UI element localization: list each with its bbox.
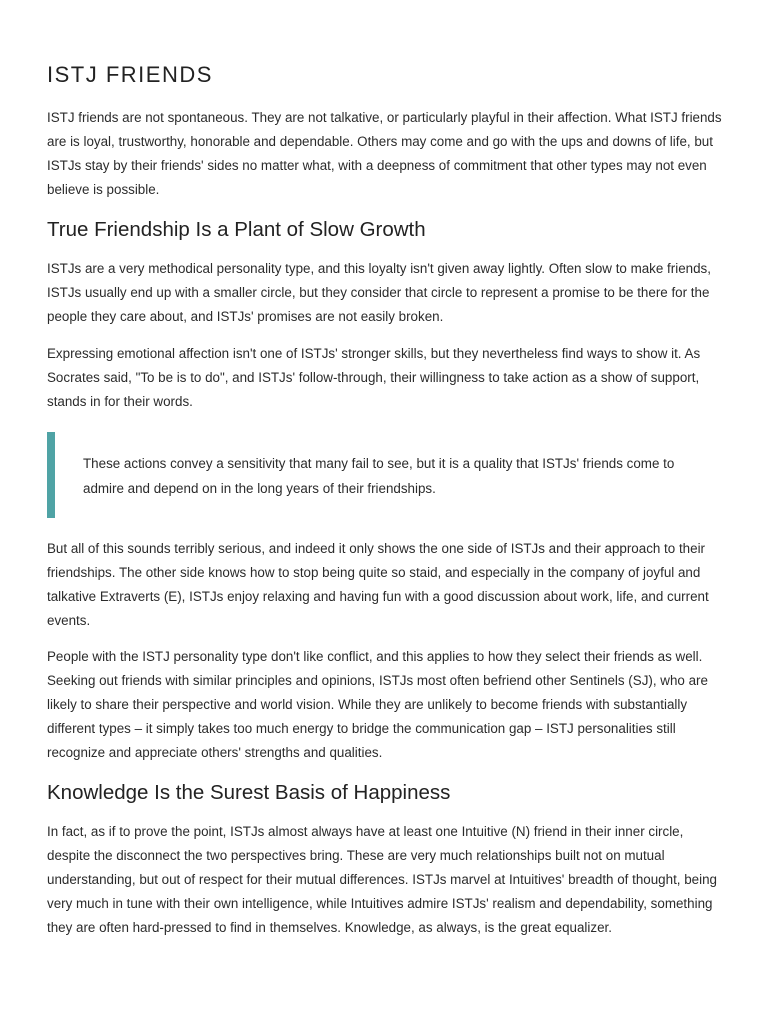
section-heading-true-friendship: True Friendship Is a Plant of Slow Growth — [47, 218, 426, 241]
paragraph-intuitive-friend: In fact, as if to prove the point, ISTJs almost always have at least one Intuitive (N) friend in their inner circle, despite the disconnect the two perspectives bring. These are very much relationships built not on mutual understanding, but out of respect for their mutual differences. ISTJs marvel at Intuitives' breadth of thought, being very much in tune with their own intelligence, while Intuitives admire ISTJs' realism and dependability, something they are often hard-pressed to find in themselves. Knowledge, as always, is the great equalizer. — [47, 824, 717, 935]
paragraph-conflict: People with the ISTJ personality type don't like conflict, and this applies to how they select their friends as well. Seeking out friends with similar principles and opinions, ISTJs most often befriend other Sentinels (SJ), who are likely to share their perspective and world vision. While they are unlikely to become friends with substantially different types – it simply takes too much energy to bridge the communication gap – ISTJ personalities still recognize and appreciate others' strengths and qualities. — [47, 649, 708, 760]
blockquote-text: These actions convey a sensitivity that many fail to see, but it is a quality that ISTJs' friends come to admire and depend on in the long years of their friendships. — [83, 456, 675, 496]
intro-paragraph: ISTJ friends are not spontaneous. They are not talkative, or particularly playful in their affection. What ISTJ friends are is loyal, trustworthy, honorable and dependable. Others may come and go with the ups and downs of life, but ISTJs stay by their friends' sides no matter what, with a deepness of commitment that other types may not even believe is possible. — [47, 110, 722, 197]
paragraph-emotional-affection: Expressing emotional affection isn't one of ISTJs' stronger skills, but they nevertheless find ways to show it. As Socrates said, "To be is to do", and ISTJs' follow-through, their willingness to take action as a show of support, stands in for their words. — [47, 346, 701, 409]
paragraph-serious-side: But all of this sounds terribly serious, and indeed it only shows the one side of ISTJs and their approach to their friendships. The other side knows how to stop being quite so staid, and especially in the company of joyful and talkative Extraverts (E), ISTJs enjoy relaxing and having fun with a good discussion about work, life, and current events. — [47, 541, 709, 628]
page-title: ISTJ FRIENDS — [47, 62, 213, 87]
blockquote-accent-bar — [47, 432, 55, 518]
section-heading-knowledge: Knowledge Is the Surest Basis of Happiness — [47, 781, 451, 804]
paragraph-methodical: ISTJs are a very methodical personality type, and this loyalty isn't given away lightly. Often slow to make friends, ISTJs usually end up with a smaller circle, but they consider that circle to represent a promise to be there for the people they care about, and ISTJs' promises are not easily broken. — [47, 261, 711, 324]
